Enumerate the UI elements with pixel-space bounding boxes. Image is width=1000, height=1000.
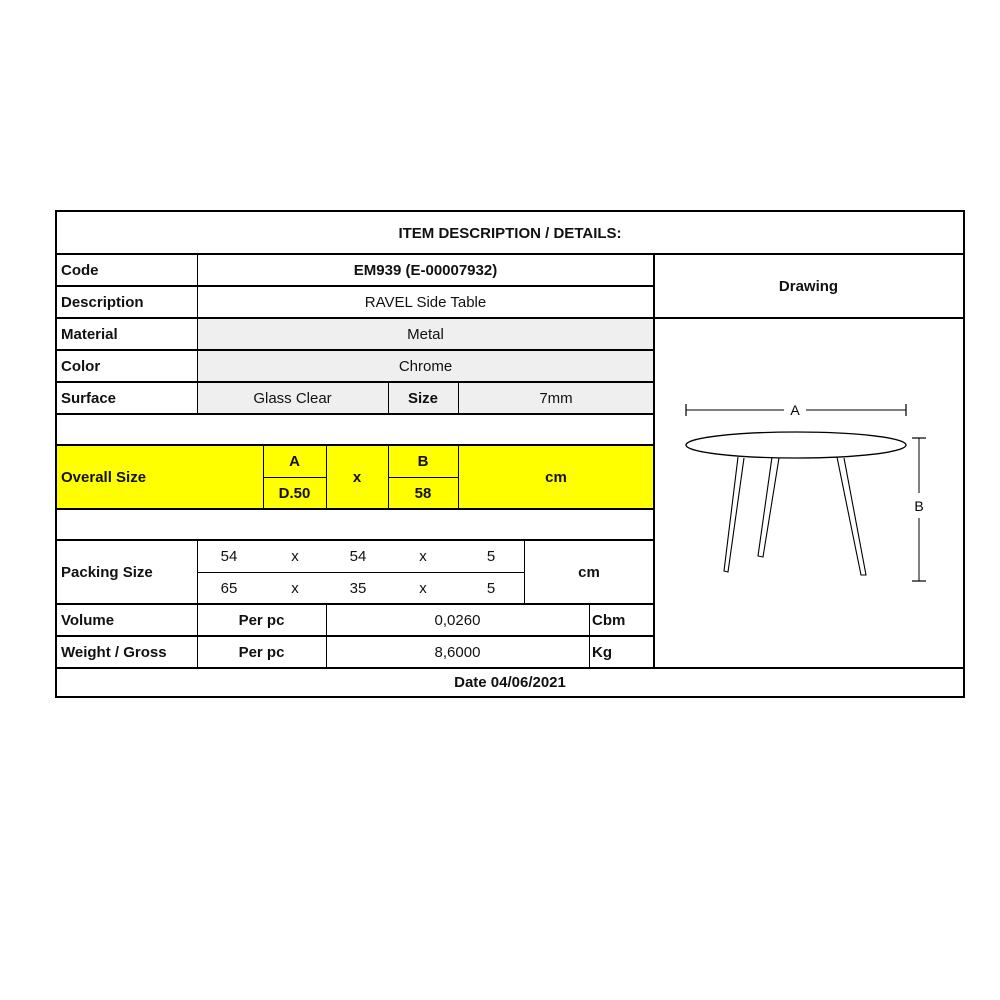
size-label: Size [388,382,458,414]
grid-line [57,603,654,605]
volume-value: 0,0260 [434,611,481,629]
code-value: EM939 (E-00007932) [353,261,498,279]
packing-row2-d1: 65 [220,579,238,597]
weight-label: Weight / Gross [61,643,167,661]
table-legs [724,457,866,575]
material-label: Material [61,325,118,343]
grid-line [263,477,326,478]
item-details-sheet [55,210,965,698]
packing-row2-x2: x [419,579,427,597]
grid-line [57,317,963,319]
table-top [686,432,906,458]
grid-line [57,508,654,510]
grid-line [57,413,654,415]
grid-line [524,540,525,604]
color-value: Chrome [197,350,654,382]
packing-row2-d3: 5 [486,579,496,597]
overall-size-a-value: D.50 [263,477,326,509]
grid-line [388,477,458,478]
surface-label: Surface [61,389,117,407]
size-value: 7mm [458,382,654,414]
grid-line [653,254,655,668]
overall-size-unit: cm [458,445,654,509]
grid-line [326,604,327,668]
packing-row1-x2: x [419,547,427,565]
weight-value: 8,6000 [434,643,481,661]
grid-line [57,444,654,446]
material-value: Metal [197,318,654,350]
grid-line [57,667,963,669]
weight-per: Per pc [238,643,285,661]
description-label: Description [61,293,144,311]
overall-size-b-header: B [388,445,458,477]
grid-line [57,539,654,541]
grid-line [589,604,590,668]
grid-line [57,253,963,255]
grid-line [197,540,198,668]
grid-line [458,445,459,509]
grid-line [458,382,459,414]
packing-row1-x1: x [291,547,299,565]
volume-per: Per pc [238,611,285,629]
grid-line [57,285,654,287]
weight-unit: Kg [592,643,612,661]
grid-line [57,349,654,351]
packing-size-unit: cm [578,563,600,581]
dim-b-label: B [914,498,924,514]
packing-row2-d2: 35 [349,579,367,597]
description-value: RAVEL Side Table [364,293,487,311]
volume-unit: Cbm [592,611,626,629]
packing-row1-d1: 54 [220,547,238,565]
packing-row1-d2: 54 [349,547,367,565]
overall-size-label: Overall Size [57,445,263,509]
overall-size-a-header: A [263,445,326,477]
grid-line [263,445,264,509]
sheet-title: ITEM DESCRIPTION / DETAILS: [398,224,622,242]
grid-line [326,445,327,509]
grid-line [57,635,654,637]
grid-line [197,254,198,414]
overall-size-b-value: 58 [388,477,458,509]
table-drawing [654,318,963,668]
overall-size-x: x [326,445,388,509]
grid-line [197,572,524,573]
packing-row2-x1: x [291,579,299,597]
volume-label: Volume [61,611,115,629]
code-label: Code [61,261,99,279]
grid-line [388,445,389,509]
drawing-label: Drawing [778,277,839,295]
grid-line [57,381,654,383]
dim-a-label: A [790,402,800,418]
packing-size-label: Packing Size [61,563,153,581]
date-footer: Date 04/06/2021 [454,673,566,691]
color-label: Color [61,357,101,375]
surface-value: Glass Clear [197,382,388,414]
grid-line [388,382,389,414]
packing-row1-d3: 5 [486,547,496,565]
